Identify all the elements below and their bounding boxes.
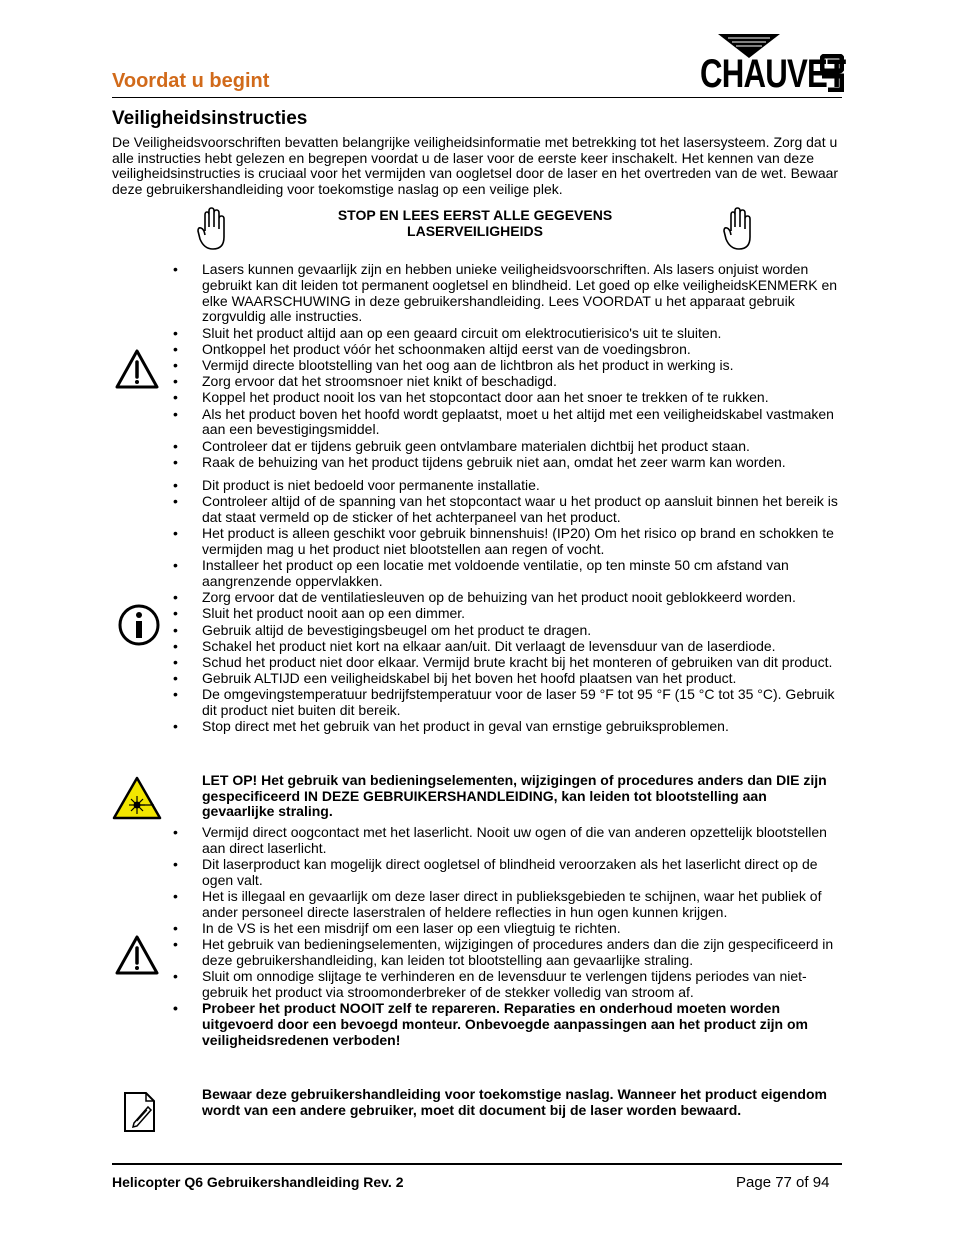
list-item: • Vermijd directe blootstelling van het oog aan de lichtbron als het product in werking is.	[173, 358, 845, 374]
list-item: • Schakel het product niet kort na elkaar aan/uit. Dit verlaagt de levensduur van de laserdiode.	[173, 639, 845, 655]
warning-triangle-icon	[114, 348, 160, 390]
laser-caution-text: LET OP! Het gebruik van bedieningselementen, wijzigingen of procedures anders dan DIE zijn gespecificeerd IN DEZE GEBRUIKERSHANDLEIDING, kan leiden tot blootstelling aan gevaarlijke straling.	[202, 772, 827, 819]
list-item: • Gebruik altijd de bevestigingsbeugel om het product te dragen.	[173, 623, 845, 639]
stop-banner	[280, 208, 670, 239]
list-item: • Gebruik ALTIJD een veiligheidskabel bij het boven het hoofd plaatsen van het product.	[173, 671, 845, 687]
info-list	[173, 478, 845, 735]
list-item: • In de VS is het een misdrijf om een laser op een vliegtuig te richten.	[173, 921, 845, 937]
list-item: • Installeer het product op een locatie met voldoende ventilatie, op ten minste 50 cm afstand van aangrenzende oppervlakken.	[173, 558, 845, 590]
list-item: • Lasers kunnen gevaarlijk zijn en hebben unieke veiligheidsvoorschriften. Als lasers onjuist worden gebruikt kan dit leiden tot permanent oogletsel en blindheid. Let goed op elke veiligheidsKENMERK en elke WAARSCHUWING in deze gebruikershandleiding. Lees VOORDAT u het apparaat gebruik zorgvuldig alle instructies.	[173, 262, 845, 325]
list-item: • Controleer altijd of de spanning van het stopcontact waar u het product op aansluit binnen het bereik is dat staat vermeld op de sticker of het achterpaneel van het product.	[173, 494, 845, 526]
list-item: • Het product is alleen geschikt voor gebruik binnenshuis! (IP20) Om het risico op brand en schokken te vermijden mag u het product niet blootstellen aan regen of vocht.	[173, 526, 845, 558]
footer-page-number: Page 77 of 94	[736, 1174, 830, 1191]
list-item-bold: • Probeer het product NOOIT zelf te repareren. Reparaties en onderhoud moeten worden uitgevoerd door een bevoegd monteur. Onbevoegde aanpassingen aan het product zijn om veiligheidsredenen verboden!	[173, 1001, 845, 1048]
logo-text: CHAUVET	[700, 52, 846, 96]
list-item: • Ontkoppel het product vóór het schoonmaken altijd eerst van de voedingsbron.	[173, 342, 845, 358]
document-pen-icon	[120, 1090, 160, 1134]
list-item: • Zorg ervoor dat de ventilatiesleuven op de behuizing van het product nooit geblokkeerd worden.	[173, 590, 845, 606]
list-item: • Het is illegaal en gevaarlijk om deze laser direct in publieksgebieden te schijnen, waar het publiek of ander personeel directe laserstralen of heldere reflecties in hun ogen kunnen krijgen.	[173, 889, 845, 921]
warning-triangle-icon	[114, 934, 160, 976]
list-item: • Sluit het product nooit aan op een dimmer.	[173, 606, 845, 622]
warning-list	[173, 262, 845, 471]
intro-paragraph: De Veiligheidsvoorschriften bevatten belangrijke veiligheidsinformatie met betrekking tot het lasersysteem. Zorg dat u alle instructies hebt gelezen en begrepen voordat u de laser voor de eerste keer inschakelt. Het kennen van deze veiligheidsinstructies is cruciaal voor het vermijden van oogletsel door de laser en het overtreden van de wet. Bewaar deze gebruikershandleiding voor toekomstige naslag op een veilige plek.	[112, 134, 839, 197]
logo-dj-mark-icon	[820, 54, 844, 92]
hand-stop-icon	[722, 207, 754, 251]
list-item: • Dit laserproduct kan mogelijk direct oogletsel of blindheid veroorzaken als het laserlicht direct op de ogen valt.	[173, 857, 845, 889]
list-item: • Zorg ervoor dat het stroomsnoer niet knikt of beschadigd.	[173, 374, 845, 390]
laser-safety-list	[173, 825, 845, 1049]
info-circle-icon	[116, 603, 162, 647]
list-item: • De omgevingstemperatuur bedrijfstemperatuur voor de laser 59 °F tot 95 °F (15 °C tot 35 °C). Gebruik dit product niet buiten dit bereik.	[173, 687, 845, 719]
list-item: • Dit product is niet bedoeld voor permanente installatie.	[173, 478, 845, 494]
hand-stop-icon	[196, 207, 228, 251]
stop-banner-line2: LASERVEILIGHEIDS	[407, 222, 543, 239]
header-divider	[112, 97, 842, 98]
stop-banner-line1: STOP EN LEES EERST ALLE GEGEVENS	[337, 207, 613, 223]
list-item: • Schud het product niet door elkaar. Vermijd brute kracht bij het monteren of gebruiken van dit product.	[173, 655, 845, 671]
list-item: • Raak de behuizing van het product tijdens gebruik niet aan, omdat het zeer warm kan worden.	[173, 455, 845, 471]
list-item: • Controleer dat er tijdens gebruik geen ontvlambare materialen dichtbij het product staan.	[173, 439, 845, 455]
list-item: • Sluit het product altijd aan op een geaard circuit om elektrocutierisico's uit te sluiten.	[173, 326, 845, 342]
footer-manual-title: Helicopter Q6 Gebruikershandleiding Rev. 2	[112, 1174, 404, 1190]
keep-manual-note: Bewaar deze gebruikershandleiding voor toekomstige naslag. Wanneer het product eigendom wordt van een andere gebruiker, moet dit document bij de laser worden bewaard.	[202, 1086, 827, 1118]
section-title: Voordat u begint	[112, 70, 270, 92]
chauvet-logo	[700, 34, 845, 96]
list-item: • Koppel het product nooit los van het stopcontact door aan het snoer te trekken of te rukken.	[173, 390, 845, 406]
list-item: • Vermijd direct oogcontact met het laserlicht. Nooit uw ogen of die van anderen opzettelijk blootstellen aan direct laserlicht.	[173, 825, 845, 857]
footer-divider	[112, 1163, 842, 1165]
list-item: • Het gebruik van bedieningselementen, wijzigingen of procedures anders dan die zijn gespecificeerd in deze gebruikershandleiding, kan leiden tot blootstelling aan gevaarlijke straling.	[173, 937, 845, 969]
list-item: • Als het product boven het hoofd wordt geplaatst, moet u het altijd met een veiligheidskabel vastmaken aan een bevestigingsmiddel.	[173, 407, 845, 439]
list-item: • Sluit om onnodige slijtage te verhinderen en de levensduur te verlengen tijdens periodes van niet-gebruik het product via stroomonderbreker of de stekker volledig van stroom af.	[173, 969, 845, 1001]
laser-hazard-icon	[112, 776, 162, 820]
list-item: • Stop direct met het gebruik van het product in geval van ernstige gebruiksproblemen.	[173, 719, 845, 735]
page-heading: Veiligheidsinstructies	[112, 108, 308, 129]
